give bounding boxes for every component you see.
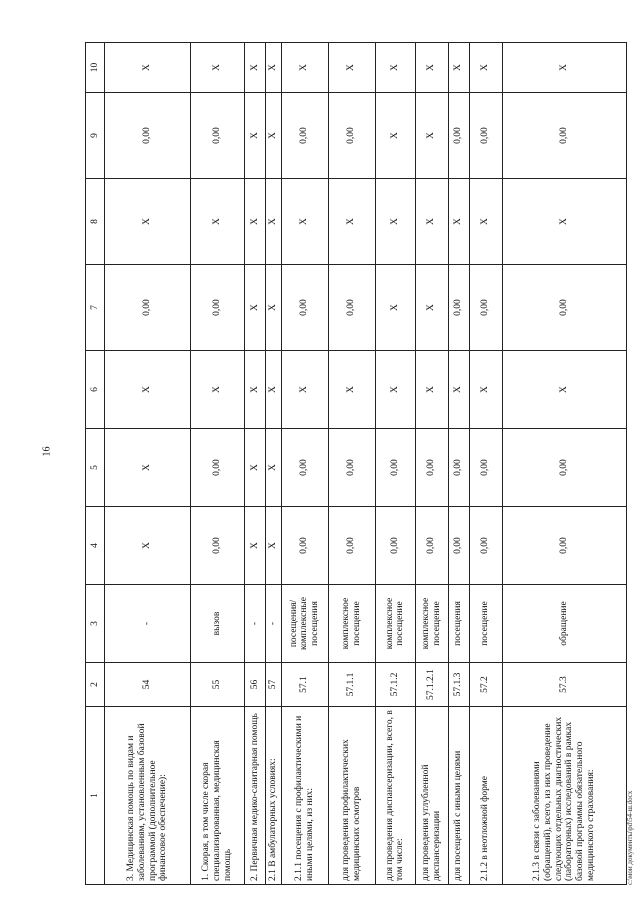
table-row — [266, 43, 282, 885]
row-code: 57 — [266, 663, 282, 707]
row-code: 57.1.3 — [448, 663, 469, 707]
row-code: 56 — [245, 663, 266, 707]
row-col10: X — [469, 43, 502, 93]
row-name: 2.1.2 в неотложной форме — [469, 707, 502, 885]
row-code: 57.1.2 — [375, 663, 415, 707]
row-name: 2. Первичная медико-санитарная помощь — [245, 707, 266, 885]
row-col10: X — [502, 43, 626, 93]
row-col5: 0,00 — [415, 429, 448, 507]
row-code: 57.2 — [469, 663, 502, 707]
row-col9: 0,00 — [191, 93, 245, 179]
row-col8: X — [469, 179, 502, 265]
row-col4: 0,00 — [469, 507, 502, 585]
row-col6: X — [105, 351, 191, 429]
row-col10: X — [448, 43, 469, 93]
row-col9: 0,00 — [502, 93, 626, 179]
row-name: 1. Скорая, в том числе скорая специализированная, медицинская помощь — [191, 707, 245, 885]
row-col4: 0,00 — [191, 507, 245, 585]
column-number: 7 — [86, 265, 105, 351]
row-col7: X — [375, 265, 415, 351]
row-col5: 0,00 — [502, 429, 626, 507]
row-col5: X — [245, 429, 266, 507]
row-col8: X — [328, 179, 375, 265]
row-col4: 0,00 — [502, 507, 626, 585]
row-unit: комплексное посещение — [375, 585, 415, 663]
row-unit: посещения/ комплексные посещения — [281, 585, 328, 663]
row-col10: X — [375, 43, 415, 93]
row-col7: X — [415, 265, 448, 351]
row-code: 54 — [105, 663, 191, 707]
row-unit: вызов — [191, 585, 245, 663]
row-unit: посещения — [448, 585, 469, 663]
row-col4: 0,00 — [415, 507, 448, 585]
table-row — [448, 43, 469, 885]
row-col8: X — [266, 179, 282, 265]
row-col10: X — [191, 43, 245, 93]
table-row — [281, 43, 328, 885]
column-number: 1 — [86, 707, 105, 885]
row-name: 2.1.1 посещения с профилактическими и иными целями, из них: — [281, 707, 328, 885]
row-col10: X — [328, 43, 375, 93]
table-row — [415, 43, 448, 885]
row-col4: 0,00 — [448, 507, 469, 585]
rotated-page-content — [85, 25, 634, 885]
row-col8: X — [245, 179, 266, 265]
row-col10: X — [245, 43, 266, 93]
row-col9: 0,00 — [281, 93, 328, 179]
row-col7: 0,00 — [448, 265, 469, 351]
row-code: 55 — [191, 663, 245, 707]
row-code: 57.1.1 — [328, 663, 375, 707]
row-name: для проведения диспансеризации, всего, в том числе: — [375, 707, 415, 885]
row-code: 57.3 — [502, 663, 626, 707]
row-unit: - — [105, 585, 191, 663]
row-col10: X — [281, 43, 328, 93]
row-col8: X — [105, 179, 191, 265]
footer-file-path: c:\мои документы\pd\54-ш.docx — [626, 790, 634, 885]
column-number: 10 — [86, 43, 105, 93]
column-number: 6 — [86, 351, 105, 429]
column-number: 9 — [86, 93, 105, 179]
row-col10: X — [266, 43, 282, 93]
column-number: 2 — [86, 663, 105, 707]
row-col7: X — [245, 265, 266, 351]
row-col5: 0,00 — [448, 429, 469, 507]
row-col5: 0,00 — [281, 429, 328, 507]
row-col4: 0,00 — [281, 507, 328, 585]
row-unit: комплексное посещение — [328, 585, 375, 663]
row-col9: 0,00 — [105, 93, 191, 179]
row-col9: X — [375, 93, 415, 179]
column-number: 8 — [86, 179, 105, 265]
row-col7: 0,00 — [328, 265, 375, 351]
row-col7: 0,00 — [105, 265, 191, 351]
table-row — [245, 43, 266, 885]
column-number: 4 — [86, 507, 105, 585]
row-col7: 0,00 — [281, 265, 328, 351]
row-unit: - — [266, 585, 282, 663]
row-col8: X — [415, 179, 448, 265]
row-unit: обращение — [502, 585, 626, 663]
row-col6: X — [415, 351, 448, 429]
row-col8: X — [281, 179, 328, 265]
row-col4: 0,00 — [375, 507, 415, 585]
row-col6: X — [469, 351, 502, 429]
row-col9: X — [266, 93, 282, 179]
row-col9: 0,00 — [469, 93, 502, 179]
row-col9: 0,00 — [448, 93, 469, 179]
row-col4: X — [105, 507, 191, 585]
row-col7: X — [266, 265, 282, 351]
row-col6: X — [328, 351, 375, 429]
table-row — [469, 43, 502, 885]
row-col10: X — [105, 43, 191, 93]
row-col7: 0,00 — [469, 265, 502, 351]
table-row — [502, 43, 626, 885]
page-number: 16 — [41, 446, 53, 457]
table-row — [375, 43, 415, 885]
row-col4: X — [245, 507, 266, 585]
row-col6: X — [245, 351, 266, 429]
row-col5: 0,00 — [191, 429, 245, 507]
row-col7: 0,00 — [502, 265, 626, 351]
row-col8: X — [448, 179, 469, 265]
row-unit: - — [245, 585, 266, 663]
row-code: 57.1.2.1 — [415, 663, 448, 707]
row-unit: комплексное посещение — [415, 585, 448, 663]
row-name: для проведения профилактических медицинских осмотров — [328, 707, 375, 885]
row-col5: X — [105, 429, 191, 507]
column-number-row — [86, 43, 105, 885]
row-name: 3. Медицинская помощь по видам и заболеваниям, установленным базовой программой (дополнительное финансовое обеспечение): — [105, 707, 191, 885]
table-row — [328, 43, 375, 885]
row-name: 2.1 В амбулаторных условиях: — [266, 707, 282, 885]
row-col8: X — [375, 179, 415, 265]
row-col5: 0,00 — [375, 429, 415, 507]
row-col9: X — [245, 93, 266, 179]
row-col4: 0,00 — [328, 507, 375, 585]
row-col6: X — [502, 351, 626, 429]
row-col6: X — [266, 351, 282, 429]
row-col6: X — [375, 351, 415, 429]
row-col8: X — [191, 179, 245, 265]
row-col6: X — [448, 351, 469, 429]
row-col10: X — [415, 43, 448, 93]
row-col8: X — [502, 179, 626, 265]
row-col9: X — [415, 93, 448, 179]
table-row — [191, 43, 245, 885]
row-name: для проведения углубленной диспансеризации — [415, 707, 448, 885]
row-col5: X — [266, 429, 282, 507]
row-col9: 0,00 — [328, 93, 375, 179]
row-name: 2.1.3 в связи с заболеваниями (обращений), всего, из них проведение следующих отдельных диагностических (лабораторных) исследований в рамках базовой программы обязательного медицинского страхования: — [502, 707, 626, 885]
column-number: 3 — [86, 585, 105, 663]
row-name: для посещений с иными целями — [448, 707, 469, 885]
row-col5: 0,00 — [469, 429, 502, 507]
column-number: 5 — [86, 429, 105, 507]
row-unit: посещение — [469, 585, 502, 663]
table-row — [105, 43, 191, 885]
row-col6: X — [191, 351, 245, 429]
row-col4: X — [266, 507, 282, 585]
row-col6: X — [281, 351, 328, 429]
row-col5: 0,00 — [328, 429, 375, 507]
row-code: 57.1 — [281, 663, 328, 707]
row-col7: 0,00 — [191, 265, 245, 351]
data-table — [85, 42, 627, 885]
